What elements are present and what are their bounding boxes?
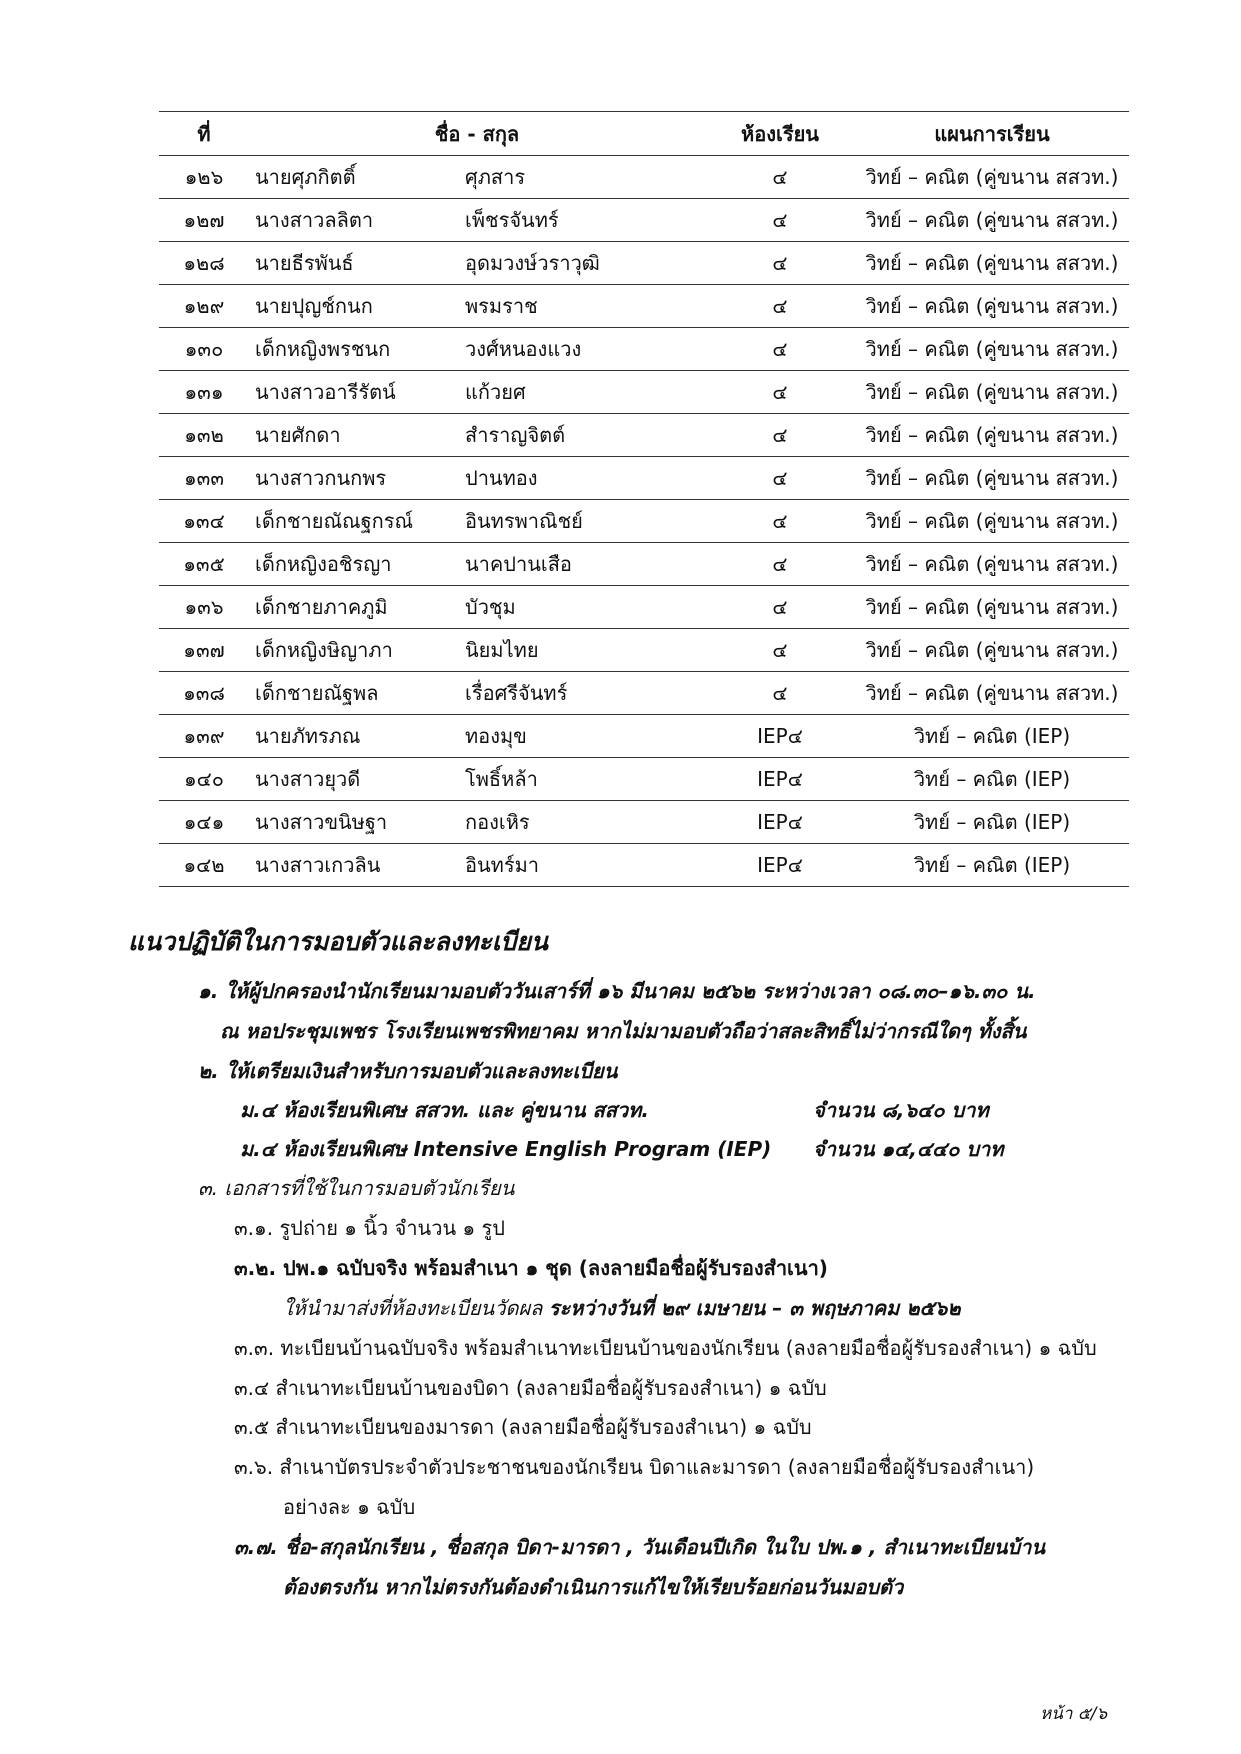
room: ๔ [705,586,855,629]
table-row [159,457,1129,500]
table-body [159,156,1129,887]
table-row [159,586,1129,629]
study-plan: วิทย์ – คณิต (คู่ขนาน สสวท.) [855,371,1129,414]
row-number: ๑๓๓ [159,457,249,500]
doc-3-4: ๓.๔ สำเนาทะเบียนบ้านของบิดา (ลงลายมือชื่อผู้รับรองสำเนา) ๑ ฉบับ [234,1376,827,1400]
first-name: นายศักดา [249,414,465,457]
last-name: บัวชุม [465,586,705,629]
header-name: ชื่อ - สกุล [249,112,705,156]
study-plan: วิทย์ – คณิต (คู่ขนาน สสวท.) [855,629,1129,672]
table-header-row [159,112,1129,156]
first-name: นางสาวกนกพร [249,457,465,500]
row-number: ๑๓๐ [159,328,249,371]
first-name: นางสาวขนิษฐา [249,801,465,844]
room: ๔ [705,457,855,500]
row-number: ๑๓๔ [159,500,249,543]
study-plan: วิทย์ – คณิต (คู่ขนาน สสวท.) [855,199,1129,242]
first-name: เด็กชายณัณฐกรณ์ [249,500,465,543]
room: ๔ [705,629,855,672]
first-name: เด็กหญิงพรชนก [249,328,465,371]
study-plan: วิทย์ – คณิต (คู่ขนาน สสวท.) [855,543,1129,586]
room: ๔ [705,285,855,328]
last-name: พรมราช [465,285,705,328]
header-no: ที่ [159,112,249,156]
doc-3-2: ๓.๒. ปพ.๑ ฉบับจริง พร้อมสำเนา ๑ ชุด (ลงลายมือชื่อผู้รับรองสำเนา) [234,1256,828,1280]
last-name: อุดมวงษ์วราวุฒิ [465,242,705,285]
room: ๔ [705,242,855,285]
table-row [159,371,1129,414]
doc-3-3: ๓.๓. ทะเบียนบ้านฉบับจริง พร้อมสำเนาทะเบียนบ้านของนักเรียน (ลงลายมือชื่อผู้รับรองสำเนา) ๑ ฉบับ [234,1336,1097,1360]
table-row [159,414,1129,457]
first-name: นายธีรพันธ์ [249,242,465,285]
table-row [159,328,1129,371]
room: IEP๔ [705,801,855,844]
first-name: นางสาวเกวลิน [249,844,465,887]
row-number: ๑๓๘ [159,672,249,715]
student-table [159,111,1129,887]
guideline-item-3: ๓. เอกสารที่ใช้ในการมอบตัวนักเรียน [198,1176,515,1200]
last-name: เพ็ชรจันทร์ [465,199,705,242]
room: ๔ [705,543,855,586]
last-name: วงศ์หนองแวง [465,328,705,371]
study-plan: วิทย์ – คณิต (คู่ขนาน สสวท.) [855,672,1129,715]
first-name: นางสาวลลิตา [249,199,465,242]
row-number: ๑๓๕ [159,543,249,586]
header-room: ห้องเรียน [705,112,855,156]
table-row [159,156,1129,199]
room: ๔ [705,672,855,715]
study-plan: วิทย์ – คณิต (คู่ขนาน สสวท.) [855,285,1129,328]
room: ๔ [705,199,855,242]
last-name: ปานทอง [465,457,705,500]
guideline-item-1-cont: ณ หอประชุมเพชร โรงเรียนเพชรพิทยาคม หากไม่มามอบตัวถือว่าสละสิทธิ์ไม่ว่ากรณีใดๆ ทั้งสิ้น [220,1019,1027,1043]
study-plan: วิทย์ – คณิต (คู่ขนาน สสวท.) [855,328,1129,371]
row-number: ๑๓๑ [159,371,249,414]
study-plan: วิทย์ – คณิต (คู่ขนาน สสวท.) [855,500,1129,543]
row-number: ๑๓๗ [159,629,249,672]
room: ๔ [705,500,855,543]
doc-3-7: ๓.๗. ชื่อ-สกุลนักเรียน , ชื่อสกุล บิดา-มารดา , วันเดือนปีเกิด ในใบ ปพ.๑ , สำเนาทะเบียนบ้าน [234,1535,1046,1559]
study-plan: วิทย์ – คณิต (IEP) [855,844,1129,887]
room: IEP๔ [705,844,855,887]
study-plan: วิทย์ – คณิต (คู่ขนาน สสวท.) [855,242,1129,285]
last-name: ศุภสาร [465,156,705,199]
room: ๔ [705,328,855,371]
row-number: ๑๔๐ [159,758,249,801]
first-name: นายปุญช์กนก [249,285,465,328]
last-name: สำราญจิตต์ [465,414,705,457]
table-row [159,672,1129,715]
fee-row-2-amount: จำนวน ๑๔,๔๔๐ บาท [813,1137,1004,1161]
doc-3-2-note-dates: ระหว่างวันที่ ๒๙ เมษายน – ๓ พฤษภาคม ๒๕๖๒ [548,1296,961,1320]
first-name: นายศุภกิตติ์ [249,156,465,199]
last-name: อินทรพาณิชย์ [465,500,705,543]
first-name: เด็กชายภาคภูมิ [249,586,465,629]
study-plan: วิทย์ – คณิต (IEP) [855,801,1129,844]
first-name: เด็กหญิงอชิรญา [249,543,465,586]
last-name: นิยมไทย [465,629,705,672]
row-number: ๑๒๘ [159,242,249,285]
first-name: เด็กหญิงษิญาภา [249,629,465,672]
row-number: ๑๒๙ [159,285,249,328]
table-row [159,801,1129,844]
doc-3-7-cont: ต้องตรงกัน หากไม่ตรงกันต้องดำเนินการแก้ไขให้เรียบร้อยก่อนวันมอบตัว [283,1575,904,1599]
row-number: ๑๓๒ [159,414,249,457]
study-plan: วิทย์ – คณิต (IEP) [855,715,1129,758]
room: ๔ [705,156,855,199]
student-table-container [159,111,1129,887]
last-name: เรื่อศรีจันทร์ [465,672,705,715]
study-plan: วิทย์ – คณิต (คู่ขนาน สสวท.) [855,457,1129,500]
guidelines-heading: แนวปฏิบัติในการมอบตัวและลงทะเบียน [128,927,548,956]
study-plan: วิทย์ – คณิต (IEP) [855,758,1129,801]
row-number: ๑๓๙ [159,715,249,758]
last-name: โพธิ์หล้า [465,758,705,801]
first-name: นางสาวอารีรัตน์ [249,371,465,414]
first-name: นางสาวยุวดี [249,758,465,801]
fee-row-1-label: ม.๔ ห้องเรียนพิเศษ สสวท. และ คู่ขนาน สสวท. [240,1098,649,1122]
doc-3-6-cont: อย่างละ ๑ ฉบับ [283,1495,416,1519]
study-plan: วิทย์ – คณิต (คู่ขนาน สสวท.) [855,156,1129,199]
room: ๔ [705,414,855,457]
room: ๔ [705,371,855,414]
last-name: ทองมุข [465,715,705,758]
doc-3-1: ๓.๑. รูปถ่าย ๑ นิ้ว จำนวน ๑ รูป [234,1216,505,1240]
table-row [159,242,1129,285]
last-name: อินทร์มา [465,844,705,887]
doc-3-6: ๓.๖. สำเนาบัตรประจำตัวประชาชนของนักเรียน บิดาและมารดา (ลงลายมือชื่อผู้รับรองสำเนา) [234,1455,1035,1479]
table-row [159,629,1129,672]
row-number: ๑๔๑ [159,801,249,844]
study-plan: วิทย์ – คณิต (คู่ขนาน สสวท.) [855,414,1129,457]
guideline-item-1: ๑. ให้ผู้ปกครองนำนักเรียนมามอบตัววันเสาร์ที่ ๑๖ มีนาคม ๒๕๖๒ ระหว่างเวลา ๐๘.๓๐–๑๖.๓๐ น. [198,979,1036,1003]
last-name: นาคปานเสือ [465,543,705,586]
page-number: หน้า ๕/๖ [1040,1704,1108,1724]
table-row [159,543,1129,586]
table-row [159,844,1129,887]
table-row [159,199,1129,242]
table-row [159,715,1129,758]
row-number: ๑๓๖ [159,586,249,629]
first-name: เด็กชายณัฐพล [249,672,465,715]
doc-3-2-note-text: ให้นำมาส่งที่ห้องทะเบียนวัดผล [283,1296,549,1320]
doc-3-5: ๓.๕ สำเนาทะเบียนของมารดา (ลงลายมือชื่อผู้รับรองสำเนา) ๑ ฉบับ [234,1415,812,1439]
last-name: กองเหิร [465,801,705,844]
table-row [159,758,1129,801]
doc-3-2-note [283,1292,961,1324]
row-number: ๑๔๒ [159,844,249,887]
room: IEP๔ [705,715,855,758]
first-name: นายภัทรภณ [249,715,465,758]
study-plan: วิทย์ – คณิต (คู่ขนาน สสวท.) [855,586,1129,629]
fee-row-2-label: ม.๔ ห้องเรียนพิเศษ Intensive English Program (IEP) [240,1137,772,1161]
room: IEP๔ [705,758,855,801]
row-number: ๑๒๗ [159,199,249,242]
fee-row-1-amount: จำนวน ๘,๖๔๐ บาท [813,1098,989,1122]
row-number: ๑๒๖ [159,156,249,199]
last-name: แก้วยศ [465,371,705,414]
header-plan: แผนการเรียน [855,112,1129,156]
guideline-item-2: ๒. ให้เตรียมเงินสำหรับการมอบตัวและลงทะเบียน [198,1059,618,1083]
table-row [159,500,1129,543]
table-row [159,285,1129,328]
